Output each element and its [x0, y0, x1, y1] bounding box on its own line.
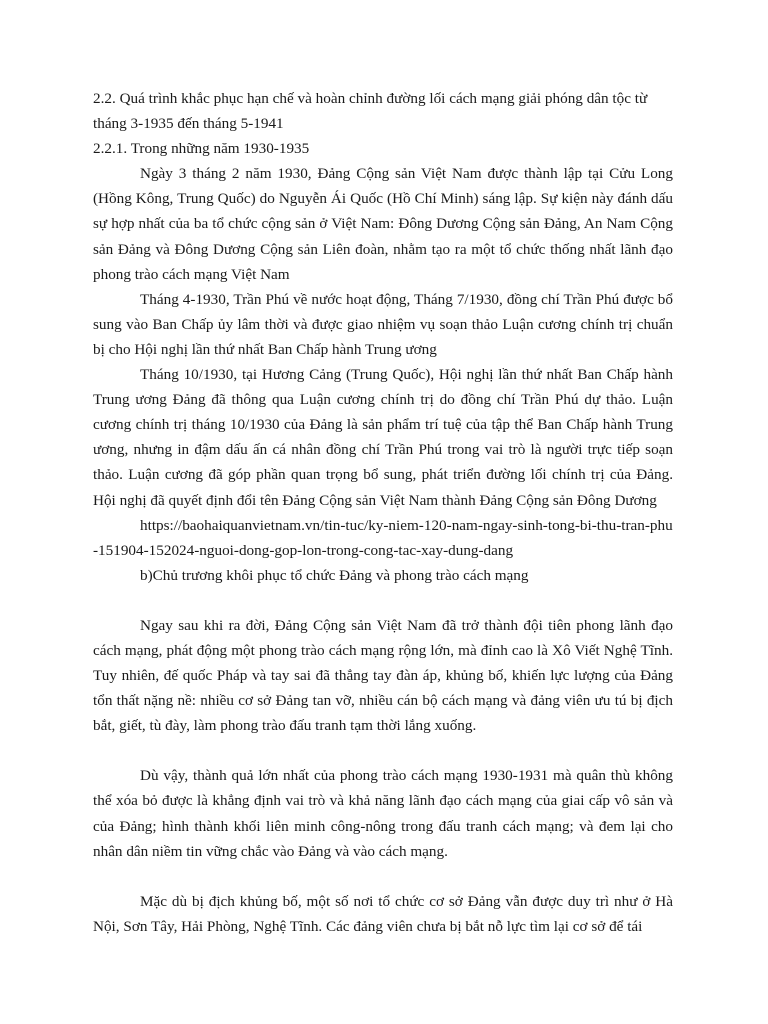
paragraph-maintained-bases: Mặc dù bị địch khủng bố, một số nơi tổ chức cơ sở Đảng vẫn được duy trì như ở Hà Nội, Sơn Tây, Hải Phòng, Nghệ Tĩnh. Các đảng viên chưa bị bắt nỗ lực tìm lại cơ sở để tái — [93, 892, 673, 935]
paragraph-founding: Ngày 3 tháng 2 năm 1930, Đảng Cộng sản Việt Nam được thành lập tại Cửu Long (Hồng Kông, Trung Quốc) do Nguyễn Ái Quốc (Hồ Chí Minh) sáng lập. Sự kiện này đánh dấu sự hợp nhất của ba tổ chức cộng sản ở Việt Nam: Đông Dương Cộng sản Đảng, An Nam Cộng sản Đảng và Đông Dương Cộng sản Liên đoàn, nhằm tạo ra một tổ chức thống nhất lãnh đạo phong trào cách mạng Việt Nam — [93, 165, 673, 283]
paragraph-spacer — [93, 738, 673, 763]
paragraph-spacer — [93, 588, 673, 613]
paragraph-political-thesis: Tháng 10/1930, tại Hương Cảng (Trung Quốc), Hội nghị lần thứ nhất Ban Chấp hành Trung ương Đảng đã thông qua Luận cương chính trị do đồng chí Trần Phú dự thảo. Luận cương chính trị tháng 10/1930 của Đảng là sản phẩm trí tuệ của tập thể Ban Chấp hành Trung ương, nhưng in đậm dấu ấn cá nhân đồng chí Trần Phú trong vai trò là người trực tiếp soạn thảo. Luận cương đã góp phần quan trọng bổ sung, phát triển đường lối chính trị của Đảng. Hội nghị đã quyết định đổi tên Đảng Cộng sản Việt Nam thành Đảng Cộng sản Đông Dương — [93, 366, 673, 509]
paragraph-achievements: Dù vậy, thành quả lớn nhất của phong trào cách mạng 1930-1931 mà quân thù không thể xóa bỏ được là khẳng định vai trò và khả năng lãnh đạo cách mạng của giai cấp vô sản và của Đảng; hình thành khối liên minh công-nông trong đấu tranh cách mạng; và đem lại cho nhân dân niềm tin vững chắc vào Đảng và vào cách mạng. — [93, 767, 673, 860]
document-body — [93, 86, 673, 939]
source-link[interactable]: https://baohaiquanvietnam.vn/tin-tuc/ky-niem-120-nam-ngay-sinh-tong-bi-thu-tran-phu-151904-152024-nguoi-dong-gop-lon-trong-cong-tac-xay-dung-dang — [93, 516, 673, 559]
section-heading: 2.2. Quá trình khắc phục hạn chế và hoàn chỉnh đường lối cách mạng giải phóng dân tộc từ tháng 3-1935 đến tháng 5-1941 — [93, 90, 648, 133]
paragraph-spacer — [93, 864, 673, 889]
paragraph-tran-phu-return: Tháng 4-1930, Trần Phú về nước hoạt động, Tháng 7/1930, đồng chí Trần Phú được bổ sung vào Ban Chấp ủy lâm thời và được giao nhiệm vụ soạn thảo Luận cương chính trị chuẩn bị cho Hội nghị lần thứ nhất Ban Chấp hành Trung ương — [93, 290, 673, 358]
subsection-heading: 2.2.1. Trong những năm 1930-1935 — [93, 140, 310, 158]
paragraph-after-founding: Ngay sau khi ra đời, Đảng Cộng sản Việt Nam đã trở thành đội tiên phong lãnh đạo cách mạng, phát động một phong trào cách mạng rộng lớn, mà đỉnh cao là Xô Viết Nghệ Tĩnh. Tuy nhiên, đế quốc Pháp và tay sai đã thẳng tay đàn áp, khủng bố, khiến lực lượng của Đảng tổn thất nặng nề: nhiều cơ sở Đảng tan vỡ, nhiều cán bộ cách mạng và đảng viên ưu tú bị địch bắt, giết, tù đày, làm phong trào đấu tranh tạm thời lắng xuống. — [93, 616, 673, 735]
subheading-restoration: b)Chủ trương khôi phục tổ chức Đảng và phong trào cách mạng — [140, 566, 529, 584]
